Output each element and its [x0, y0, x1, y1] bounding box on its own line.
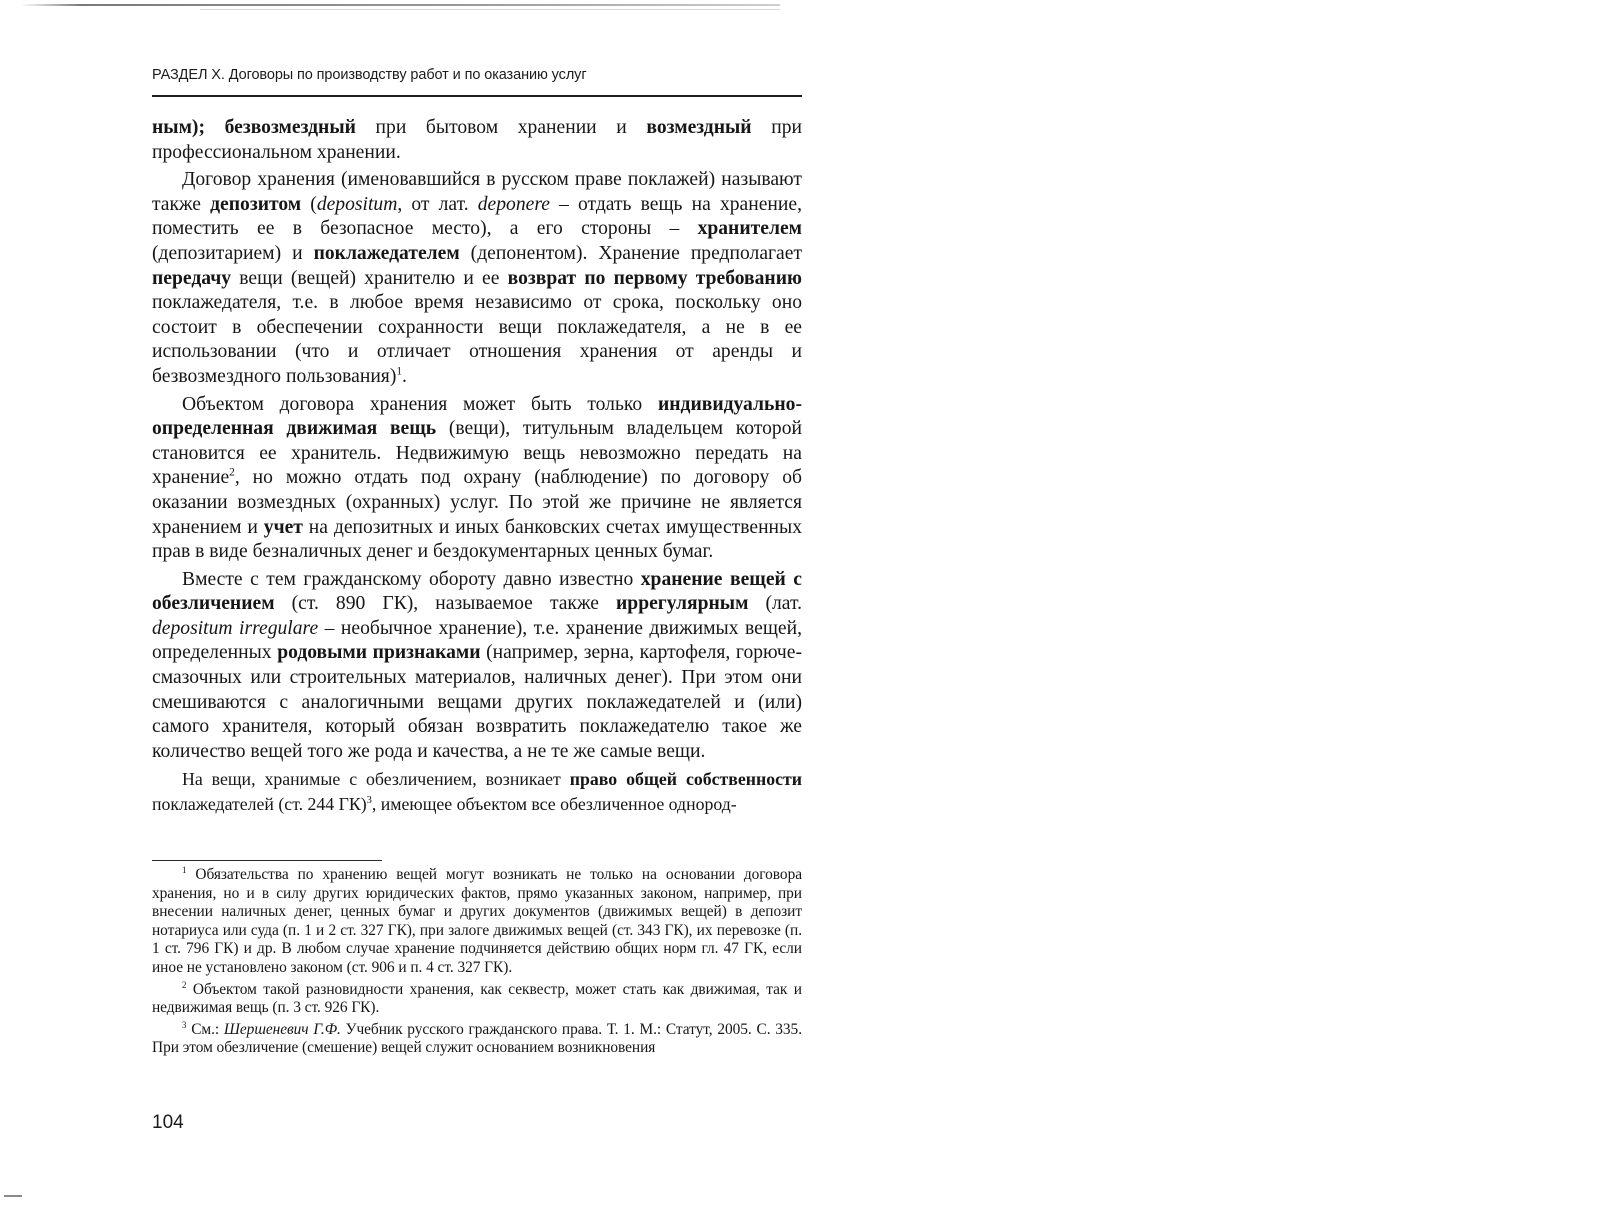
- body-text: [152, 116, 802, 817]
- bold-term: иррегулярным: [616, 593, 749, 615]
- paragraph: [152, 168, 802, 389]
- bold-term: депозитом: [210, 193, 302, 215]
- bold-term: хранителем: [697, 218, 802, 240]
- text-run: (ст. 890 ГК), называемое также: [274, 593, 617, 615]
- page-number: 104: [152, 1112, 184, 1133]
- scan-speck: [4, 1195, 22, 1197]
- text-run: (лат.: [748, 593, 802, 615]
- text-run: (например, зерна, картофеля, горюче-смазочных или строительных материалов, наличных денег). При этом они смешиваются с аналогичными вещами других поклажедателей и (или) самого хранителя, который обязан возвратить поклажедателю такое же количество вещей того же рода и качества, а не те же самые вещи.: [152, 642, 802, 762]
- paragraph: [152, 116, 802, 165]
- text-run: [205, 117, 225, 138]
- footnote-ref: 1: [396, 365, 403, 378]
- paragraph: [152, 393, 802, 565]
- footnote-ref: 2: [229, 466, 235, 479]
- italic-term: depositum irregulare: [152, 617, 319, 639]
- bold-term: безвозмездный: [224, 117, 356, 138]
- header-rule: [152, 95, 802, 97]
- bold-term: передачу: [152, 267, 232, 289]
- bold-term: поклажедателем: [313, 242, 460, 264]
- text-run: – необычное хранение), т.е. хранение движимых вещей, определенных: [152, 617, 802, 664]
- text-run: поклажедателя, т.е. в любое время независимо от срока, поскольку оно состоит в обеспечении сохранности вещи поклажедателя, а не в ее использовании (что и отличает отношения хранения от аренды и безвозмездного пользования): [152, 292, 802, 387]
- text-run: На вещи, хранимые с обезличением, возникает: [182, 769, 570, 790]
- running-head: РАЗДЕЛ X. Договоры по производству работ и по оказанию услуг: [152, 67, 587, 83]
- footnotes: [152, 866, 802, 1061]
- bold-term: возврат по первому требованию: [507, 267, 802, 289]
- text-run: на депозитных и иных банковских счетах имущественных прав в виде безналичных денег и бездокументарных ценных бумаг.: [152, 516, 803, 563]
- text-run: вещи (вещей) хранителю и ее: [231, 267, 508, 289]
- footnote-ref: 1: [182, 864, 187, 875]
- text-run: при бытовом хранении и: [355, 117, 647, 138]
- book-page: [152, 0, 802, 1229]
- text-run: , имеющее объектом все обезличенное однород-: [371, 794, 737, 815]
- bold-term: родовыми признаками: [277, 642, 481, 664]
- bold-term: хранение вещей с обезличением: [152, 568, 802, 615]
- bold-term: возмездный: [646, 117, 752, 138]
- text-run: Объектом такой разновидности хранения, как секвестр, может стать как движимая, так и недвижимая вещь (п. 3 ст. 926 ГК).: [152, 980, 802, 1017]
- text-run: (депозитарием) и: [152, 242, 314, 264]
- text-run: – отдать вещь на хранение, поместить ее в безопасное место), а его стороны –: [152, 193, 802, 240]
- bold-term: индивидуально-определенная движимая вещь: [152, 393, 802, 440]
- text-run: (вещи), титульным владельцем которой становится ее хранитель. Недвижимую вещь невозможно передать на хранение: [152, 418, 803, 489]
- text-run: .: [402, 365, 407, 387]
- text-run: Вместе с тем гражданскому обороту давно известно: [182, 568, 641, 590]
- text-run: (: [301, 193, 317, 215]
- paragraph: [152, 767, 802, 816]
- footnote: [152, 1021, 802, 1058]
- text-run: Договор хранения (именовавшийся в русском праве поклажей) называют также: [152, 169, 802, 215]
- italic-term: deponere: [477, 193, 550, 215]
- footnote: [152, 866, 802, 978]
- footnote-separator: [152, 860, 382, 861]
- italic-term: Шершеневич Г.Ф.: [223, 1020, 341, 1038]
- text-run: Учебник русского гражданского права. Т. 1. М.: Статут, 2005. С. 335. При этом обезличение (смешение) вещей служит основанием возникновения: [152, 1020, 802, 1057]
- footnote-ref: 2: [182, 979, 187, 990]
- paragraph: [152, 568, 802, 765]
- footnote-ref: 3: [366, 795, 372, 807]
- text-run: поклажедателей (ст. 244 ГК): [152, 794, 367, 815]
- text-run: , от лат.: [397, 193, 478, 215]
- footnote: [152, 981, 802, 1018]
- bold-term: учет: [263, 516, 303, 538]
- text-run: , но можно отдать под охрану (наблюдение) по договору об оказании возмездных (охранных) услуг. По этой же причине не является хранением и: [152, 467, 802, 538]
- footnote-ref: 3: [182, 1019, 187, 1030]
- text-run: при профессиональном хранении.: [152, 117, 802, 163]
- bold-term: ным);: [152, 117, 205, 138]
- text-run: Обязательства по хранению вещей могут возникать не только на основании договора хранения, но и в силу других юридических фактов, прямо указанных законом, например, при внесении наличных денег, ценных бумаг и других документов (движимых вещей) в депозит нотариуса или суда (п. 1 и 2 ст. 327 ГК), при залоге движимых вещей (ст. 343 ГК), их перевозке (п. 1 ст. 796 ГК) и др. В любом случае хранение подчиняется действию общих норм гл. 47 ГК, если иное не установлено законом (ст. 906 и п. 4 ст. 327 ГК).: [152, 866, 802, 976]
- bold-term: право общей собственности: [569, 769, 802, 790]
- italic-term: depositum: [316, 193, 398, 215]
- text-run: (депонентом). Хранение предполагает: [459, 242, 803, 264]
- text-run: См.:: [186, 1020, 224, 1038]
- text-run: Объектом договора хранения может быть только: [182, 393, 658, 415]
